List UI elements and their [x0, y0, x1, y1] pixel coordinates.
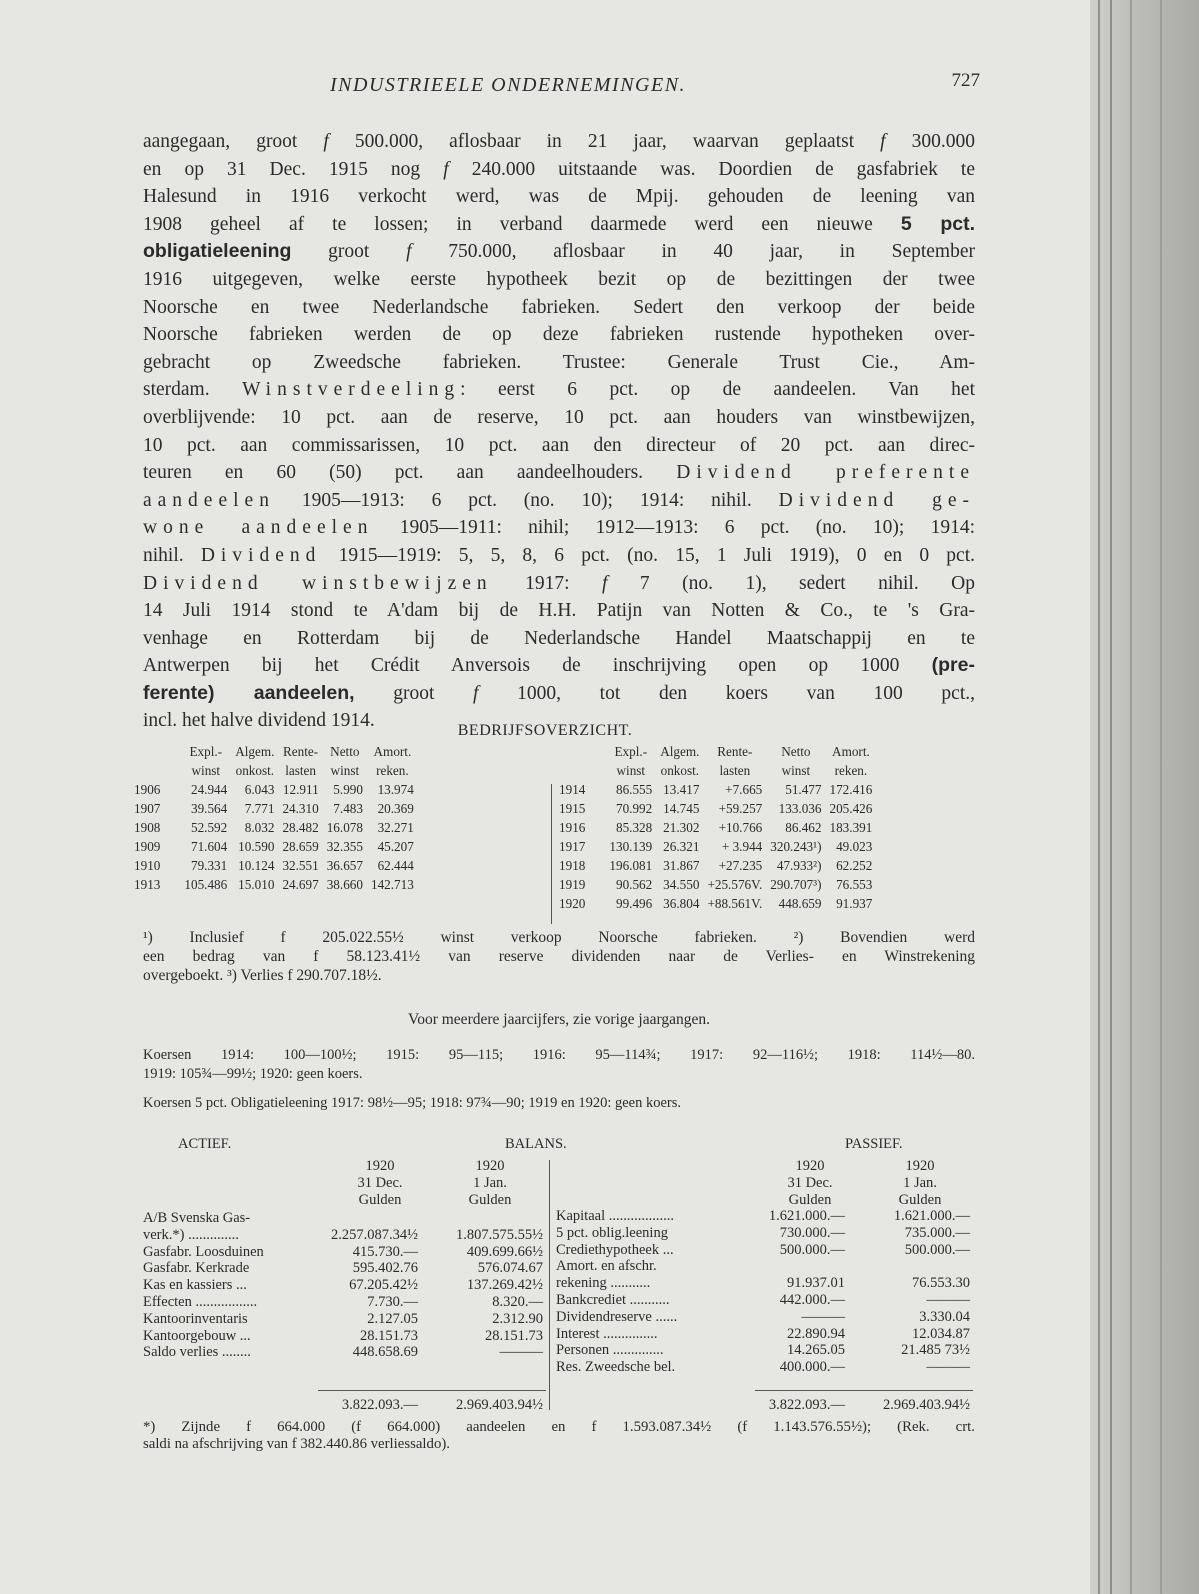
column-header: 31 Dec. [787, 1175, 833, 1191]
note-line: *) Zijnde f 664.000 (f 664.000) aandeelen en f 1.593.087.34½ (f 1.143.576.55½); (Rek. crt. [143, 1419, 975, 1435]
text-segment: 500.000, aflosbaar in 21 jaar, waarvan geplaatst [328, 131, 881, 152]
text-segment: nihil. [143, 544, 201, 566]
table-row [555, 799, 876, 818]
text-segment: f [323, 131, 329, 152]
value-cell: 49.023 [836, 839, 873, 854]
actief-label: verk.*) .............. [143, 1226, 239, 1243]
text-segment: groot [291, 241, 407, 263]
value-cell: 13.417 [663, 782, 700, 797]
table-row [130, 856, 418, 875]
column-header: reken. [376, 763, 409, 778]
text-segment: sterdam. [143, 379, 243, 401]
text-segment: wone aandeelen [143, 517, 374, 539]
value-cell: 76.553 [836, 877, 873, 892]
passief-value-jan: 735.000.— [904, 1224, 970, 1241]
value-cell: +10.766 [718, 820, 763, 835]
actief-value-dec: 7.730.— [367, 1294, 418, 1310]
value-cell: 36.804 [663, 896, 700, 911]
column-header: 1 Jan. [903, 1175, 937, 1191]
value-cell: 24.310 [282, 801, 319, 816]
value-cell: 13.974 [377, 782, 414, 797]
body-line [143, 183, 975, 211]
year-cell: 1906 [134, 782, 161, 797]
balans-divider [549, 1160, 550, 1410]
body-line [143, 211, 975, 239]
value-cell: 62.444 [377, 858, 414, 873]
text-segment: 14 Juli 1914 stond te A'dam bij de H.H. Patijn van Notten & Co., te 's Gra- [143, 600, 975, 622]
text-segment: aandeelen [143, 489, 275, 511]
passief-value-dec: 14.265.05 [787, 1342, 845, 1359]
value-cell: +27.235 [718, 858, 763, 873]
value-cell: 8.032 [244, 820, 275, 835]
value-cell: + 3.944 [721, 839, 763, 854]
text-segment: 1905—1911: nihil; 1912—1913: 6 pct. (no. 10); 1914: [373, 517, 975, 539]
passief-label: Kapitaal .................. [556, 1208, 674, 1224]
text-segment: Dividend winstbewijzen [143, 572, 493, 594]
page-number: 727 [951, 70, 980, 91]
text-segment: 300.000 [885, 131, 976, 152]
actief-total-rule [318, 1390, 546, 1391]
passief-value-jan: ——— [926, 1359, 970, 1376]
table-row [555, 780, 876, 799]
text-segment: f [443, 158, 449, 180]
koersen-obligaties: Koersen 5 pct. Obligatieleening 1917: 98½—95; 1918: 97¾—90; 1919 en 1920: geen koers. [143, 1095, 682, 1111]
balans-footnote [143, 1419, 975, 1453]
passief-label: Bankcrediet ........... [556, 1292, 670, 1308]
passief-value-dec: 500.000.— [779, 1241, 845, 1258]
passief-label: rekening ........... [556, 1275, 651, 1292]
value-cell: 32.551 [282, 858, 319, 873]
passief-value-jan: 76.553.30 [912, 1275, 970, 1292]
body-line [143, 349, 975, 377]
table-row [555, 837, 876, 856]
passief-label: Dividendreserve ...... [556, 1308, 678, 1325]
balans-title: BALANS. [505, 1136, 567, 1152]
passief-value-dec: ——— [801, 1308, 845, 1325]
body-line [143, 652, 975, 680]
actief-label: A/B Svenska Gas- [143, 1210, 251, 1226]
value-cell: 196.081 [609, 858, 653, 873]
value-cell: 16.078 [326, 820, 363, 835]
body-line [143, 680, 975, 708]
value-cell: 24.697 [282, 877, 319, 892]
value-cell: 39.564 [190, 801, 228, 816]
passief-value-dec: 442.000.— [779, 1292, 845, 1308]
body-line [143, 514, 975, 542]
year-cell: 1916 [559, 820, 586, 835]
total-actief-1920-dec: 3.822.093.— [341, 1397, 418, 1413]
actief-value-jan: 28.151.73 [485, 1327, 543, 1344]
column-header: Gulden [788, 1192, 832, 1208]
passief-value-dec: 91.937.01 [787, 1275, 845, 1292]
value-cell: 183.391 [829, 820, 873, 835]
actief-value-jan: 409.699.66½ [466, 1243, 543, 1260]
text-segment: f [406, 241, 412, 263]
actief-value-jan: 1.807.575.55½ [456, 1226, 543, 1243]
passief-title: PASSIEF. [845, 1136, 903, 1152]
actief-label: Kantoorinventaris [143, 1310, 248, 1327]
table-row [130, 875, 418, 894]
text-segment: 1916 uitgegeven, welke eerste hypotheek bezit op de bezittingen der twee [143, 268, 975, 290]
body-line [143, 294, 975, 322]
body-line [143, 128, 975, 156]
value-cell: +25.576V. [707, 877, 763, 892]
text-segment: 1915—1919: 5, 5, 8, 6 pct. (no. 15, 1 Juli 1919), 0 en 0 pct. [321, 544, 975, 566]
column-header: onkost. [660, 763, 700, 778]
value-cell: 31.867 [663, 858, 700, 873]
year-cell: 1919 [559, 877, 586, 892]
text-segment: overblijvende: 10 pct. aan de reserve, 10 pct. aan houders van winstbewijzen, [143, 406, 975, 428]
table-row [555, 875, 876, 894]
note-line: ¹) Inclusief f 205.022.55½ winst verkoop Noorsche fabrieken. ²) Bovendien werd [143, 929, 975, 946]
text-segment: aangegaan, groot [143, 131, 324, 152]
actief-label: Gasfabr. Kerkrade [143, 1260, 250, 1277]
running-title: INDUSTRIEELE ONDERNEMINGEN. [330, 74, 687, 96]
value-cell: 91.937 [836, 896, 873, 911]
passief-label: Interest ............... [556, 1325, 658, 1342]
bedrijf-footnotes [143, 928, 975, 985]
value-cell: +7.665 [725, 782, 763, 797]
table-row [130, 799, 418, 818]
value-cell: 28.482 [282, 820, 319, 835]
text-segment: Dividend ge- [778, 489, 975, 511]
value-cell: 36.657 [326, 858, 363, 873]
passief-label: 5 pct. oblig.leening [556, 1224, 668, 1241]
actief-label: Gasfabr. Loosduinen [143, 1243, 264, 1260]
value-cell: 32.355 [326, 839, 363, 854]
note-line: saldi na afschrijving van f 382.440.86 verliessaldo). [143, 1436, 450, 1452]
note-line: Koersen 1914: 100—100½; 1915: 95—115; 1916: 95—114¾; 1917: 92—116½; 1918: 114½—80. [143, 1047, 975, 1063]
column-header: Rente- [717, 744, 753, 759]
column-header: Gulden [468, 1192, 512, 1208]
value-cell: 79.331 [190, 858, 228, 873]
column-header: winst [616, 763, 646, 778]
value-cell: 5.990 [333, 782, 363, 797]
value-cell: 133.036 [778, 801, 822, 816]
actief-value-dec: 448.658.69 [352, 1344, 418, 1361]
total-passief-1920-dec: 3.822.093.— [768, 1397, 845, 1413]
column-header: lasten [719, 763, 751, 778]
body-line [143, 321, 975, 349]
year-cell: 1913 [134, 877, 161, 892]
book-edge [1090, 0, 1199, 1594]
table-row [555, 856, 876, 875]
text-segment: : eerst 6 pct. op de aandeelen. Van het [460, 379, 975, 401]
bedrijf-table-left [130, 742, 418, 894]
column-header: Algem. [660, 744, 700, 759]
value-cell: 99.496 [615, 896, 653, 911]
text-segment: 10 pct. aan commissarissen, 10 pct. aan den directeur of 20 pct. aan direc- [143, 434, 975, 456]
actief-value-dec: 595.402.76 [352, 1260, 418, 1277]
voor-meerdere-note: Voor meerdere jaarcijfers, zie vorige jaargangen. [408, 1011, 710, 1028]
text-segment: teuren en 60 (50) pct. aan aandeelhouders. [143, 462, 677, 484]
text-segment: f [880, 131, 886, 152]
column-header: 1920 [365, 1158, 395, 1174]
passief-value-jan: 3.330.04 [919, 1308, 970, 1325]
body-text [143, 128, 975, 735]
value-cell: 85.328 [615, 820, 653, 835]
column-header: Netto [781, 744, 811, 759]
text-segment: Dividend preferente [676, 462, 975, 484]
value-cell: 290.707³) [770, 877, 822, 892]
passief-value-dec: 1.621.000.— [768, 1208, 845, 1224]
table-row [130, 818, 418, 837]
value-cell: 142.713 [370, 877, 414, 892]
text-segment: Dividend [200, 544, 322, 566]
value-cell: 24.944 [190, 782, 228, 797]
actief-label: Effecten ................. [143, 1294, 258, 1310]
text-segment: ferente) aandeelen, [143, 681, 355, 704]
value-cell: 32.271 [377, 820, 414, 835]
passief-label: Amort. en afschr. [556, 1258, 657, 1275]
table-row [555, 894, 876, 913]
table-row [130, 837, 418, 856]
year-cell: 1907 [134, 801, 161, 816]
value-cell: 14.745 [663, 801, 700, 816]
text-segment: 750.000, aflosbaar in 40 jaar, in September [411, 241, 975, 263]
value-cell: 38.660 [326, 877, 363, 892]
value-cell: 52.592 [190, 820, 228, 835]
actief-value-jan: 576.074.67 [477, 1260, 543, 1277]
passief-value-jan: 21.485 73½ [901, 1342, 970, 1359]
text-segment: 1000, tot den koers van 100 pct., [478, 682, 975, 704]
value-cell: 86.555 [615, 782, 653, 797]
value-cell: 10.590 [238, 839, 275, 854]
text-segment: gebracht op Zweedsche fabrieken. Trustee: Generale Trust Cie., Am- [143, 351, 975, 373]
bedrijf-table-right [555, 742, 876, 913]
value-cell: 26.321 [663, 839, 700, 854]
actief-title: ACTIEF. [178, 1136, 232, 1152]
value-cell: 448.659 [778, 896, 822, 911]
text-segment: incl. het halve dividend 1914. [143, 710, 375, 732]
passief-label: Crediethypotheek ... [556, 1241, 674, 1258]
passief-value-dec: 22.890.94 [787, 1325, 845, 1342]
body-line [143, 404, 975, 432]
text-segment: 1908 geheel af te lossen; in verband daarmede werd een nieuwe [143, 213, 901, 235]
column-header: 1920 [795, 1158, 825, 1174]
body-line [143, 432, 975, 460]
year-cell: 1917 [559, 839, 586, 854]
year-cell: 1915 [559, 801, 586, 816]
body-line [143, 156, 975, 184]
text-segment: 7 (no. 1), sedert nihil. Op [607, 572, 976, 594]
passief-value-jan: ——— [926, 1292, 970, 1308]
text-segment: (pre- [931, 654, 975, 677]
actief-value-jan: 2.312.90 [492, 1310, 543, 1327]
value-cell: 90.562 [615, 877, 653, 892]
value-cell: 6.043 [244, 782, 275, 797]
value-cell: 7.483 [333, 801, 363, 816]
value-cell: 47.933²) [776, 858, 822, 873]
text-segment: 240.000 uitstaande was. Doordien de gasfabriek te [448, 158, 975, 180]
value-cell: 21.302 [663, 820, 700, 835]
passief-value-dec: 400.000.— [779, 1359, 845, 1376]
value-cell: 51.477 [785, 782, 822, 797]
text-segment: obligatieleening [143, 240, 292, 263]
column-header: Rente- [282, 744, 319, 759]
note-line: een bedrag van f 58.123.41½ van reserve dividenden naar de Verlies- en Winstrekening [143, 948, 975, 965]
text-segment: 1917: [492, 572, 603, 594]
column-header: winst [330, 763, 360, 778]
column-header: lasten [285, 763, 316, 778]
value-cell: 205.426 [829, 801, 873, 816]
passief-value-jan: 500.000.— [904, 1241, 970, 1258]
passief-label: Res. Zweedsche bel. [556, 1359, 676, 1376]
text-segment: Winstverdeeling [242, 379, 461, 401]
passief-total-rule [755, 1390, 973, 1391]
column-header: winst [191, 763, 221, 778]
body-line [143, 459, 975, 487]
body-line [143, 597, 975, 625]
value-cell: 105.486 [184, 877, 228, 892]
text-segment: groot [354, 682, 474, 704]
actief-value-dec: 67.205.42½ [349, 1277, 418, 1294]
value-cell: +59.257 [718, 801, 763, 816]
actief-value-jan: 8.320.— [492, 1294, 543, 1310]
column-header: Gulden [898, 1192, 942, 1208]
bedrijfsoverzicht-title: BEDRIJFSOVERZICHT. [457, 722, 633, 739]
text-segment: 1905—1913: 6 pct. (no. 10); 1914: nihil. [274, 489, 779, 511]
text-segment: f [602, 572, 608, 594]
passief-label: Personen .............. [556, 1342, 664, 1359]
passief-value-jan: 12.034.87 [912, 1325, 970, 1342]
actief-value-jan: 137.269.42½ [466, 1277, 543, 1294]
body-line [143, 238, 975, 266]
passief-value-dec: 730.000.— [779, 1224, 845, 1241]
table-row [555, 818, 876, 837]
note-line: overgeboekt. ³) Verlies f 290.707.18½. [143, 967, 382, 984]
value-cell: 12.911 [282, 782, 319, 797]
year-cell: 1920 [559, 896, 586, 911]
total-passief-1920-jan: 2.969.403.94½ [883, 1397, 970, 1413]
text-segment: 5 pct. [900, 212, 975, 235]
value-cell: 10.124 [238, 858, 275, 873]
body-line [143, 542, 975, 570]
text-segment: Halesund in 1916 verkocht werd, was de Mpij. gehouden de leening van [143, 186, 975, 208]
text-segment: venhage en Rotterdam bij de Nederlandsche Handel Maatschappij en te [143, 627, 975, 649]
text-segment: Noorsche fabrieken werden de op deze fabrieken rustende hypotheken over- [143, 324, 975, 346]
value-cell: 45.207 [377, 839, 414, 854]
value-cell: 7.771 [244, 801, 275, 816]
table-row [130, 780, 418, 799]
value-cell: 15.010 [238, 877, 275, 892]
actief-value-jan: ——— [499, 1344, 543, 1361]
value-cell: 71.604 [190, 839, 228, 854]
year-cell: 1918 [559, 858, 586, 873]
column-header: 1920 [905, 1158, 935, 1174]
actief-label: Saldo verlies ........ [143, 1344, 251, 1361]
body-line [143, 570, 975, 598]
column-header: 1 Jan. [473, 1175, 507, 1191]
column-header: Netto [330, 744, 360, 759]
actief-value-dec: 415.730.— [352, 1243, 418, 1260]
text-segment: en op 31 Dec. 1915 nog [143, 158, 444, 180]
body-line [143, 625, 975, 653]
total-actief-1920-jan: 2.969.403.94½ [456, 1397, 543, 1413]
text-segment: f [473, 682, 479, 704]
column-header: Amort. [832, 744, 870, 759]
value-cell: 70.992 [615, 801, 653, 816]
column-header: Amort. [373, 744, 412, 759]
column-header: 31 Dec. [357, 1175, 403, 1191]
column-header: Gulden [358, 1192, 402, 1208]
value-cell: 172.416 [829, 782, 873, 797]
column-header: winst [781, 763, 811, 778]
page-header [140, 70, 980, 100]
text-segment: Antwerpen bij het Crédit Anversois de inschrijving open op 1000 [143, 655, 932, 677]
body-line [143, 487, 975, 515]
column-header: 1920 [475, 1158, 505, 1174]
column-header: Expl.- [614, 744, 648, 759]
value-cell: 320.243¹) [770, 839, 822, 854]
column-header: reken. [834, 763, 868, 778]
value-cell: 34.550 [663, 877, 700, 892]
value-cell: 20.369 [377, 801, 414, 816]
note-line: 1919: 105¾—99½; 1920: geen koers. [143, 1066, 363, 1082]
text-segment: Noorsche en twee Nederlandsche fabrieken. Sedert den verkoop der beide [143, 296, 975, 318]
actief-value-dec: 2.257.087.34½ [331, 1226, 418, 1243]
actief-value-dec: 28.151.73 [360, 1327, 418, 1344]
actief-label: Kantoorgebouw ... [143, 1327, 251, 1344]
column-header: onkost. [235, 763, 275, 778]
year-cell: 1908 [134, 820, 161, 835]
passief-value-jan: 1.621.000.— [893, 1208, 970, 1224]
year-cell: 1909 [134, 839, 161, 854]
body-line [143, 376, 975, 404]
year-cell: 1914 [559, 782, 586, 797]
actief-value-dec: 2.127.05 [367, 1310, 418, 1327]
value-cell: 62.252 [836, 858, 873, 873]
koersen-aandeelen [143, 1046, 975, 1084]
value-cell: 130.139 [609, 839, 653, 854]
actief-label: Kas en kassiers ... [143, 1277, 247, 1294]
column-header: Expl.- [189, 744, 223, 759]
value-cell: 86.462 [785, 820, 822, 835]
value-cell: +88.561V. [707, 896, 763, 911]
body-line [143, 266, 975, 294]
value-cell: 28.659 [282, 839, 319, 854]
column-header: Algem. [235, 744, 275, 759]
table-divider [551, 784, 552, 924]
year-cell: 1910 [134, 858, 161, 873]
